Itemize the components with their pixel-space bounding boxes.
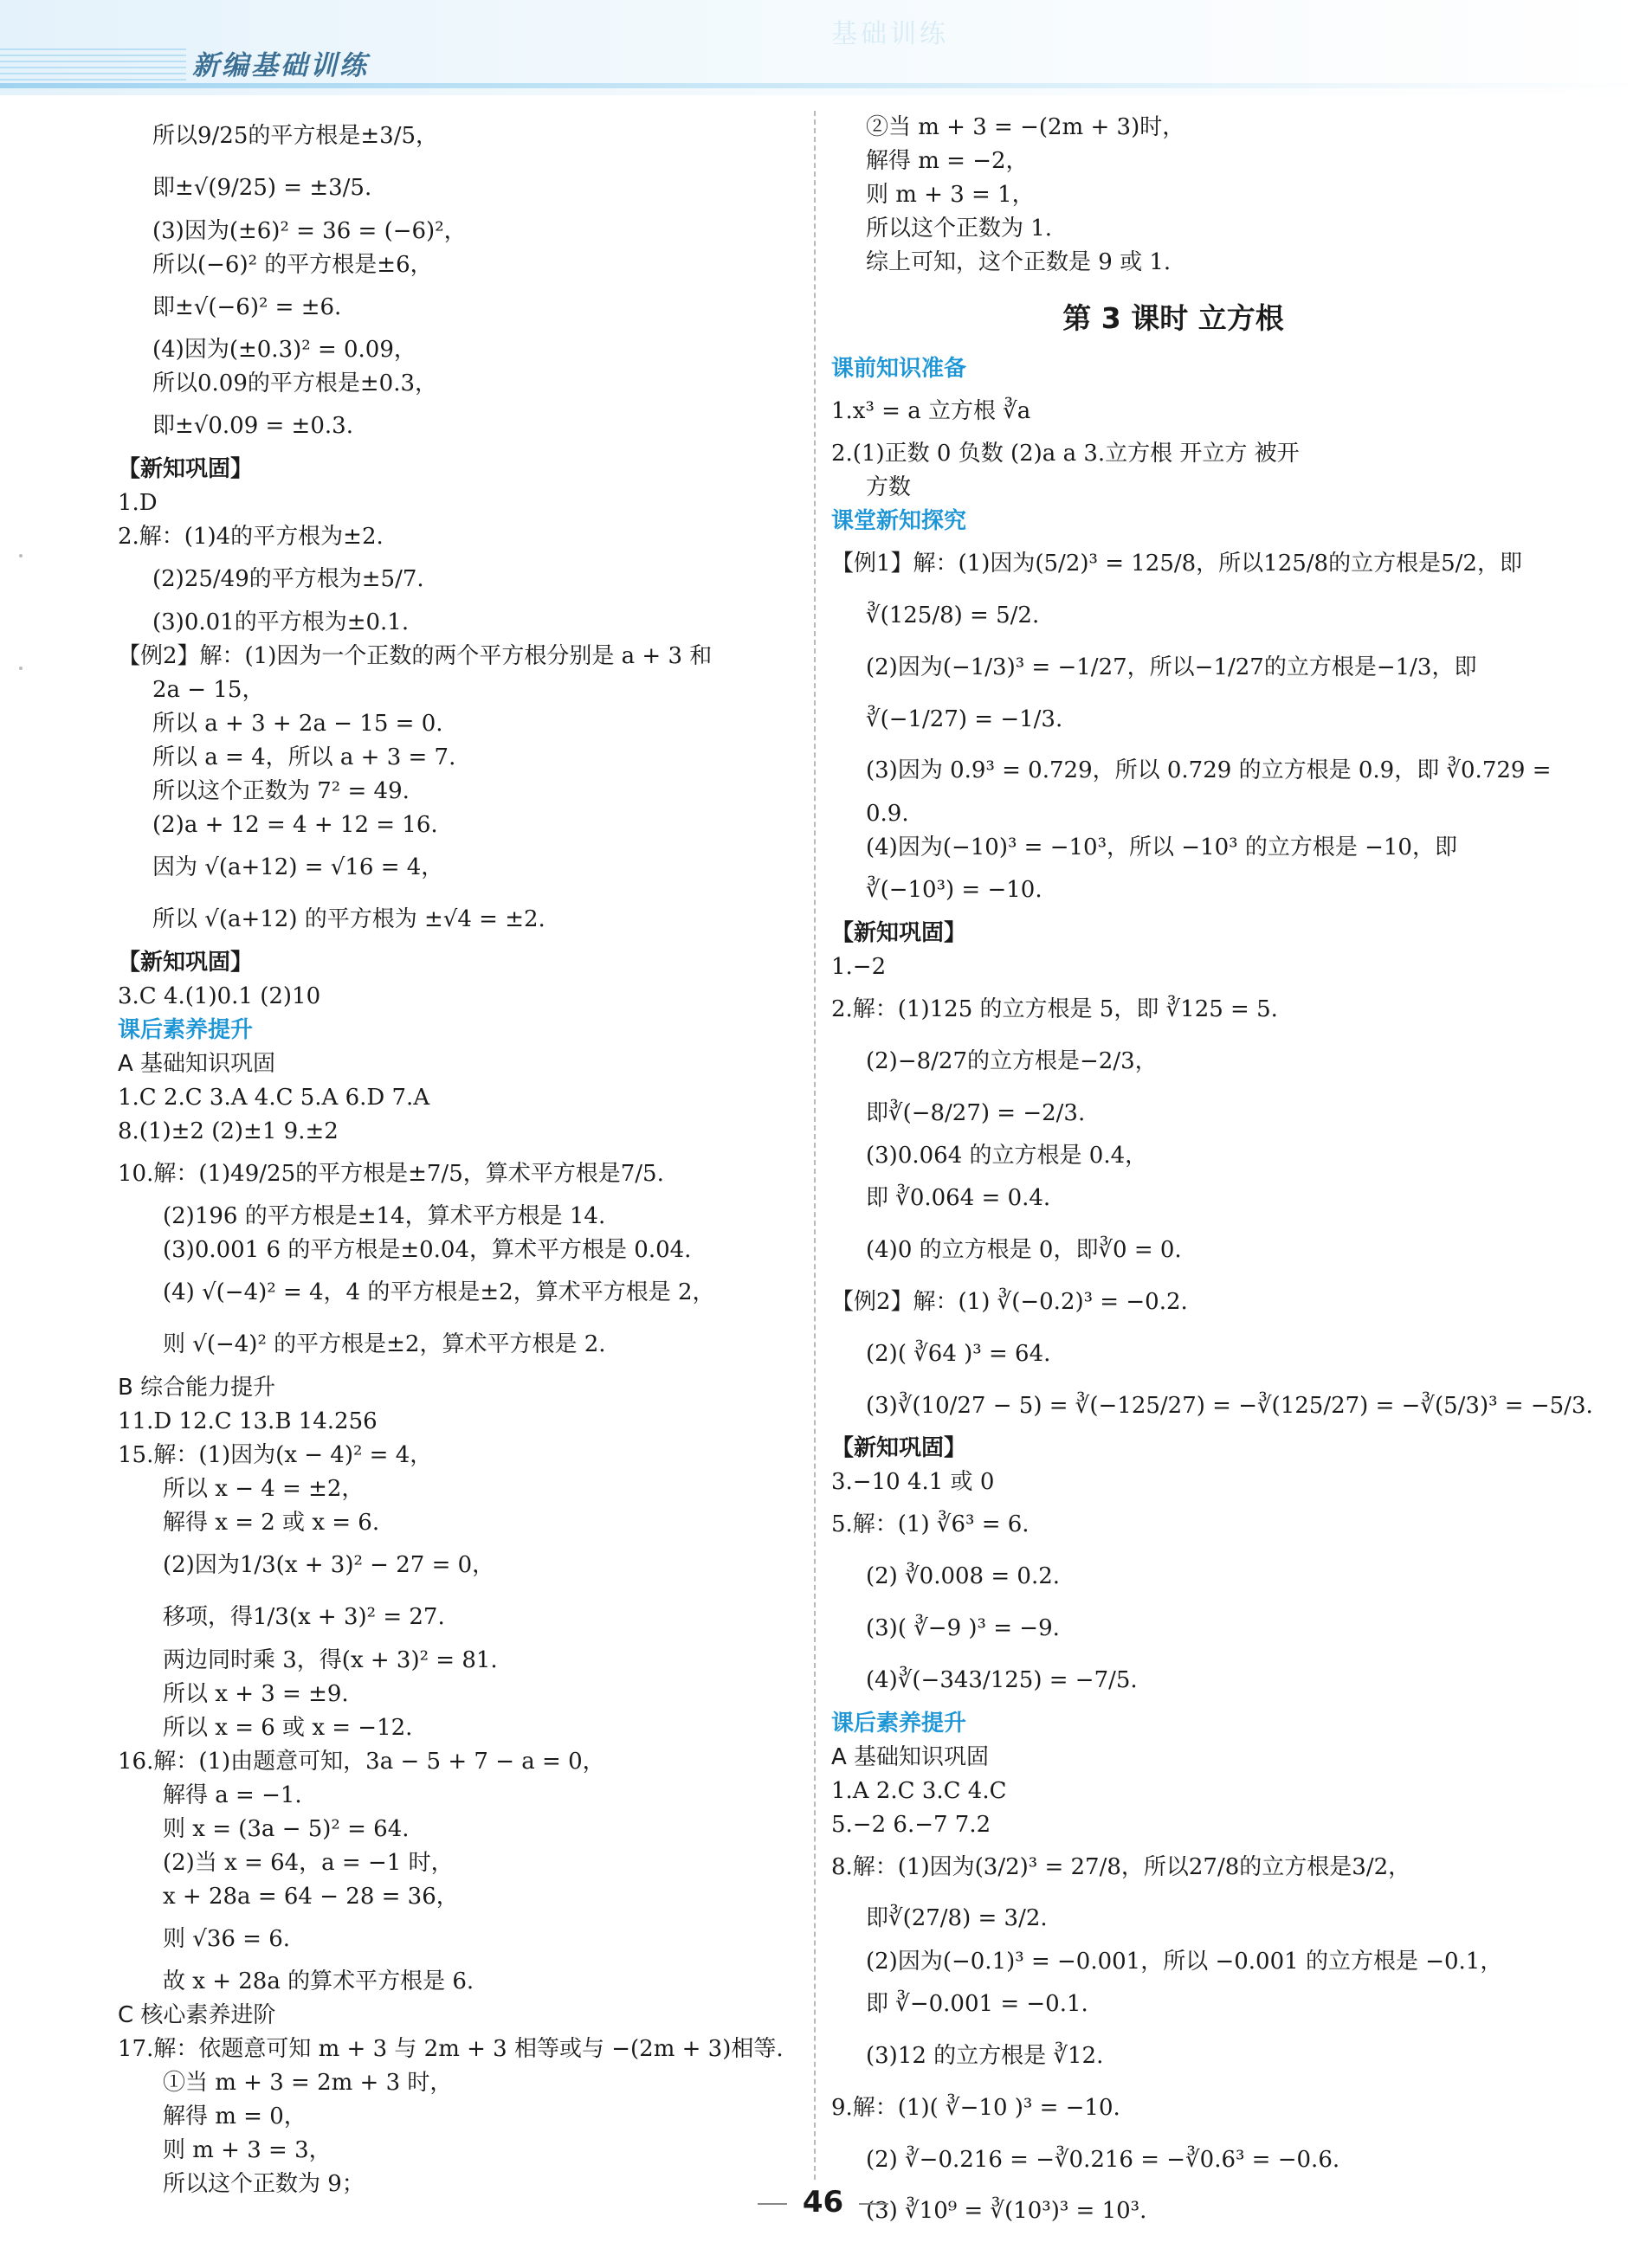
text-line: ∛(125/8) = 5/2. xyxy=(866,602,1040,629)
text-line: 即±√0.09 = ±0.3. xyxy=(152,413,353,440)
blue-section-heading: 课后素养提升 xyxy=(831,1710,967,1736)
text-line: (3)因为(±6)² = 36 = (−6)²， xyxy=(152,217,467,244)
text-line: 8.解：(1)因为(3/2)³ = 27/8，所以27/8的立方根是3/2， xyxy=(831,1853,1411,1880)
text-line: 8.(1)±2 (2)±1 9.±2 xyxy=(118,1118,339,1144)
header-stripes-decoration xyxy=(0,48,186,83)
blue-section-heading: 课堂新知探究 xyxy=(831,508,967,535)
margin-dot xyxy=(19,554,23,557)
text-line: 解得 m = 0， xyxy=(163,2104,307,2130)
text-line: 则 m + 3 = 3， xyxy=(163,2137,332,2164)
text-line: 则 √36 = 6. xyxy=(163,1925,291,1952)
text-line: 即±√(9/25) = ±3/5. xyxy=(152,174,372,201)
text-line: 所以 x − 4 = ±2， xyxy=(163,1475,365,1502)
column-divider xyxy=(814,111,816,2180)
left-column xyxy=(118,111,802,2201)
footer-dash-left xyxy=(758,2203,787,2205)
header-faint-text: 基础训练 xyxy=(831,19,949,49)
text-line: 则 m + 3 = 1， xyxy=(866,182,1035,208)
text-line: 0.9. xyxy=(866,801,909,828)
text-line: 方数 xyxy=(866,474,912,501)
section-heading: 【新知巩固】 xyxy=(118,456,254,483)
text-line: 因为 √(a+12) = √16 = 4， xyxy=(152,854,444,880)
text-line: 所以 a + 3 + 2a − 15 = 0. xyxy=(152,710,443,737)
text-line: (3) ∛10⁹ = ∛(10³)³ = 10³. xyxy=(866,2198,1147,2225)
text-line: 解得 m = −2， xyxy=(866,148,1029,174)
text-line: (4) √(−4)² = 4，4 的平方根是±2，算术平方根是 2， xyxy=(163,1279,715,1306)
text-line: 1.x³ = a 立方根 ∛a xyxy=(831,397,1031,424)
text-line: 所以0.09的平方根是±0.3， xyxy=(152,370,438,397)
text-line: 移项，得1/3(x + 3)² = 27. xyxy=(163,1603,445,1630)
text-line: 9.解：(1)( ∛−10 )³ = −10. xyxy=(831,2094,1120,2121)
section-heading: 【新知巩固】 xyxy=(831,920,967,947)
text-line: 所以(−6)² 的平方根是±6， xyxy=(152,251,433,278)
text-line: (4)因为(±0.3)² = 0.09， xyxy=(152,337,416,364)
text-line: (2)196 的平方根是±14，算术平方根是 14. xyxy=(163,1203,606,1230)
text-line: (2)25/49的平方根为±5/7. xyxy=(152,566,424,593)
text-line: 解得 a = −1. xyxy=(163,1782,302,1808)
text-line: 2a − 15， xyxy=(152,676,265,703)
text-line: (2)因为(−1/3)³ = −1/27，所以−1/27的立方根是−1/3，即 xyxy=(866,654,1477,680)
right-column xyxy=(831,111,1593,2238)
text-line: 所以 x = 6 或 x = −12. xyxy=(163,1714,413,1741)
text-line: 5.解：(1) ∛6³ = 6. xyxy=(831,1511,1030,1538)
section-heading: 【新知巩固】 xyxy=(831,1435,967,1462)
text-line: 1.−2 xyxy=(831,954,887,981)
text-line: 所以这个正数为 7² = 49. xyxy=(152,777,410,804)
blue-section-heading: 课前知识准备 xyxy=(831,355,967,382)
text-line: (2)当 x = 64，a = −1 时， xyxy=(163,1849,454,1876)
text-line: (2) ∛−0.216 = −∛0.216 = −∛0.6³ = −0.6. xyxy=(866,2146,1340,2173)
text-line: 11.D 12.C 13.B 14.256 xyxy=(118,1408,378,1434)
text-line: ∛(−1/27) = −1/3. xyxy=(866,706,1063,732)
text-line: (2)因为(−0.1)³ = −0.001，所以 −0.001 的立方根是 −0.1， xyxy=(866,1949,1503,1975)
text-line: ②当 m + 3 = −(2m + 3)时， xyxy=(866,114,1185,140)
text-line: (2)( ∛64 )³ = 64. xyxy=(866,1340,1051,1367)
text-line: (3)因为 0.9³ = 0.729，所以 0.729 的立方根是 0.9，即 ∛0.729 = xyxy=(866,757,1552,784)
text-line: (3)( ∛−9 )³ = −9. xyxy=(866,1615,1060,1642)
text-line: 则 x = (3a − 5)² = 64. xyxy=(163,1815,410,1842)
text-line: 1.C 2.C 3.A 4.C 5.A 6.D 7.A xyxy=(118,1084,430,1111)
lesson-title: 第 3 课时 立方根 xyxy=(1062,301,1284,335)
text-line: 2.解：(1)4的平方根为±2. xyxy=(118,524,384,551)
text-line: 所以这个正数为 1. xyxy=(866,216,1053,242)
text-line: 【例1】解：(1)因为(5/2)³ = 125/8，所以125/8的立方根是5/2，即 xyxy=(831,551,1522,577)
text-line: 【例2】解：(1)因为一个正数的两个平方根分别是 a + 3 和 xyxy=(118,642,713,669)
text-line: 16.解：(1)由题意可知，3a − 5 + 7 − a = 0， xyxy=(118,1748,605,1775)
text-line: 两边同时乘 3，得(x + 3)² = 81. xyxy=(163,1646,498,1673)
subsection-heading: A 基础知识巩固 xyxy=(831,1743,990,1770)
text-line: 所以 a = 4，所以 a + 3 = 7. xyxy=(152,744,456,770)
text-line: 1.A 2.C 3.C 4.C xyxy=(831,1777,1007,1804)
text-line: 即∛(−8/27) = −2/3. xyxy=(866,1099,1086,1126)
text-line: (3)0.001 6 的平方根是±0.04，算术平方根是 0.04. xyxy=(163,1237,692,1264)
text-line: 解得 x = 2 或 x = 6. xyxy=(163,1509,380,1536)
subsection-heading: C 核心素养进阶 xyxy=(118,2002,276,2029)
text-line: 2.(1)正数 0 负数 (2)a a 3.立方根 开立方 被开 xyxy=(831,441,1300,467)
text-line: 17.解：依题意可知 m + 3 与 2m + 3 相等或与 −(2m + 3)相等. xyxy=(118,2036,784,2063)
text-line: 即 ∛0.064 = 0.4. xyxy=(866,1185,1051,1212)
text-line: 所以 x + 3 = ±9. xyxy=(163,1680,349,1707)
text-line: 10.解：(1)49/25的平方根是±7/5，算术平方根是7/5. xyxy=(118,1160,664,1187)
text-line: (3)∛(10/27 − 5) = ∛(−125/27) = −∛(125/27) = −∛(5/3)³ = −5/3. xyxy=(866,1392,1593,1419)
text-line: 所以这个正数为 9； xyxy=(163,2171,365,2198)
header-title: 新编基础训练 xyxy=(192,50,369,81)
page-footer xyxy=(0,2185,1646,2220)
footer-dash-right xyxy=(859,2203,888,2205)
text-line: 3.−10 4.1 或 0 xyxy=(831,1469,995,1496)
subsection-heading: A 基础知识巩固 xyxy=(118,1050,276,1077)
text-line: (2)a + 12 = 4 + 12 = 16. xyxy=(152,811,438,838)
text-line: (3)0.064 的立方根是 0.4， xyxy=(866,1143,1148,1169)
text-line: ①当 m + 3 = 2m + 3 时， xyxy=(163,2070,453,2097)
page-number: 46 xyxy=(802,2185,844,2220)
text-line: 5.−2 6.−7 7.2 xyxy=(831,1811,991,1838)
text-line: (4)0 的立方根是 0，即∛0 = 0. xyxy=(866,1237,1182,1264)
text-line: (2)因为1/3(x + 3)² − 27 = 0， xyxy=(163,1551,495,1578)
text-line: 则 √(−4)² 的平方根是±2，算术平方根是 2. xyxy=(163,1331,606,1358)
text-line: 所以 √(a+12) 的平方根为 ±√4 = ±2. xyxy=(152,905,545,932)
margin-dot xyxy=(19,667,23,670)
text-line: 15.解：(1)因为(x − 4)² = 4， xyxy=(118,1441,433,1468)
text-line: 【例2】解：(1) ∛(−0.2)³ = −0.2. xyxy=(831,1289,1188,1316)
text-line: 所以9/25的平方根是±3/5， xyxy=(152,123,439,149)
text-line: (3)0.01的平方根为±0.1. xyxy=(152,609,410,635)
subsection-heading: B 综合能力提升 xyxy=(118,1374,276,1401)
text-line: (2)−8/27的立方根是−2/3， xyxy=(866,1047,1158,1074)
text-line: 即∛(27/8) = 3/2. xyxy=(866,1905,1048,1932)
text-line: (4)∛(−343/125) = −7/5. xyxy=(866,1666,1138,1693)
text-line: 故 x + 28a 的算术平方根是 6. xyxy=(163,1968,474,1995)
text-line: (4)因为(−10)³ = −10³，所以 −10³ 的立方根是 −10，即 xyxy=(866,834,1457,861)
text-line: ∛(−10³) = −10. xyxy=(866,877,1042,904)
blue-section-heading: 课后素养提升 xyxy=(118,1016,254,1043)
section-heading: 【新知巩固】 xyxy=(118,949,254,976)
text-line: 即±√(−6)² = ±6. xyxy=(152,293,342,320)
text-line: 1.D xyxy=(118,490,158,517)
text-line: 即 ∛−0.001 = −0.1. xyxy=(866,1991,1088,2018)
text-line: (3)12 的立方根是 ∛12. xyxy=(866,2043,1104,2070)
text-line: (2) ∛0.008 = 0.2. xyxy=(866,1563,1061,1590)
text-line: 3.C 4.(1)0.1 (2)10 xyxy=(118,983,321,1009)
text-line: 综上可知，这个正数是 9 或 1. xyxy=(866,249,1172,275)
text-line: 2.解：(1)125 的立方根是 5，即 ∛125 = 5. xyxy=(831,996,1278,1023)
text-line: x + 28a = 64 − 28 = 36， xyxy=(163,1883,459,1910)
